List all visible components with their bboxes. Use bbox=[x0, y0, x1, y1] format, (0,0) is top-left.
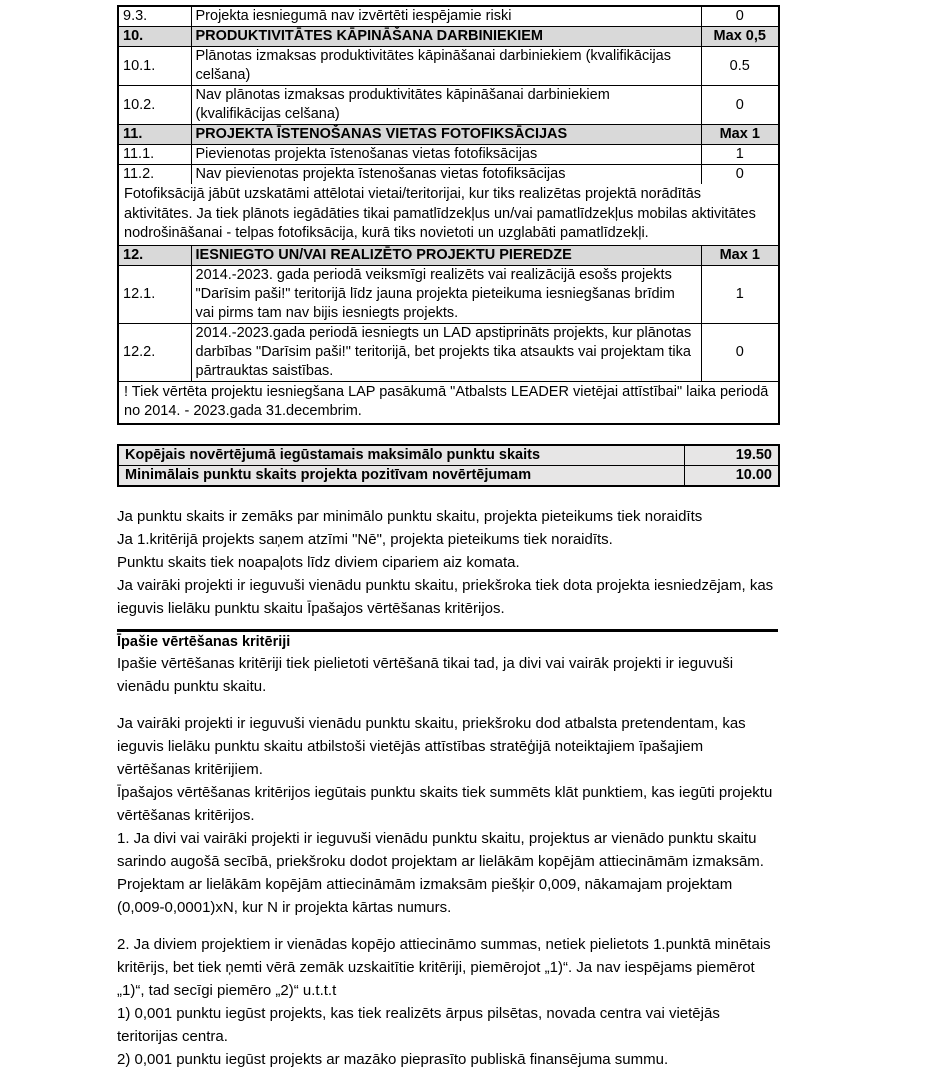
criteria-text-cell: Nav plānotas izmaksas produktivitātes kāpināšanai darbiniekiem (kvalifikācijas celšana) bbox=[191, 86, 701, 125]
table-row bbox=[118, 265, 779, 323]
criteria-points-cell: Max 1 bbox=[701, 245, 779, 265]
table-row bbox=[118, 184, 779, 245]
special-criteria-paragraph: Ipašie vērtēšanas kritēriji tiek pielietoti vērtēšanā tikai tad, ja divi vai vairāk projekti ir ieguvuši vienādu punktu skaitu. bbox=[117, 654, 734, 695]
table-row bbox=[118, 381, 779, 424]
criteria-points-cell: 1 bbox=[701, 265, 779, 323]
summary-label: Minimālais punktu skaits projekta pozitīvam novērtējumam bbox=[118, 465, 684, 486]
criteria-text-cell: Nav pievienotas projekta īstenošanas vietas fotofiksācijas bbox=[191, 165, 701, 185]
summary-label: Kopējais novērtējumā iegūstamais maksimālo punktu skaits bbox=[118, 445, 684, 466]
table-row bbox=[118, 47, 779, 86]
summary-table bbox=[117, 444, 780, 487]
special-criteria-paragraph: Īpašajos vērtēšanas kritērijos iegūtais punktu skaits tiek summēts klāt punktiem, kas iegūti projektu vērtēšanas kritērijos. bbox=[117, 783, 773, 824]
note-line: Ja vairāki projekti ir ieguvuši vienādu punktu skaitu, priekšroka tiek dota projekta iesniedzējam, kas ieguvis lielāku punktu skaitu Īpašajos vērtēšanas kritērijos. bbox=[117, 576, 774, 617]
table-row bbox=[118, 27, 779, 47]
table-row bbox=[118, 165, 779, 185]
criteria-points-cell: 0 bbox=[701, 165, 779, 185]
special-criteria-paragraph: 2. Ja diviem projektiem ir vienādas kopējo attiecināmo summas, netiek pielietots 1.punktā minētais kritērijs, bet tiek ņemti vērā zemāk uzskaitītie kritēriji, piemērojot „1)“. Ja nav iespējams piemērot „1)“, tad secīgi piemēro „2)“ u.t.t.t bbox=[117, 935, 771, 999]
criteria-num-cell: 9.3. bbox=[118, 6, 191, 27]
criteria-text-cell: Pievienotas projekta īstenošanas vietas fotofiksācijas bbox=[191, 145, 701, 165]
criteria-text-cell: PRODUKTIVITĀTES KĀPINĀŠANA DARBINIEKIEM bbox=[191, 27, 701, 47]
criteria-num-cell: 10.2. bbox=[118, 86, 191, 125]
summary-value: 10.00 bbox=[684, 465, 779, 486]
special-criteria-heading: Īpašie vērtēšanas kritēriji bbox=[117, 633, 291, 650]
summary-value: 19.50 bbox=[684, 445, 779, 466]
criteria-num-cell: 12.1. bbox=[118, 265, 191, 323]
criteria-text-cell: PROJEKTA ĪSTENOŠANAS VIETAS FOTOFIKSĀCIJAS bbox=[191, 125, 701, 145]
table-row bbox=[118, 323, 779, 381]
table-row bbox=[118, 145, 779, 165]
summary-row bbox=[118, 445, 779, 466]
special-criteria-paragraph: 2) 0,001 punktu iegūst projekts ar mazāko pieprasīto publiskā finansējuma summu. bbox=[117, 1050, 669, 1068]
note-line: Ja punktu skaits ir zemāks par minimālo punktu skaitu, projekta pieteikums tiek noraidīts bbox=[117, 507, 703, 525]
table-row bbox=[118, 86, 779, 125]
note-line: Punktu skaits tiek noapaļots līdz diviem cipariem aiz komata. bbox=[117, 553, 520, 571]
criteria-text-cell: 2014.-2023.gada periodā iesniegts un LAD apstiprināts projekts, kur plānotas darbības "Darīsim paši!" teritorijā, bet projekts tika atsaukts vai projektam tika pārtrauktas saistības. bbox=[191, 323, 701, 381]
special-criteria-section bbox=[117, 652, 778, 1071]
criteria-num-cell: 10.1. bbox=[118, 47, 191, 86]
note-line: Ja 1.kritērijā projekts saņem atzīmi "Nē", projekta pieteikums tiek noraidīts. bbox=[117, 530, 613, 548]
special-criteria-paragraph: Ja vairāki projekti ir ieguvuši vienādu punktu skaitu, priekšroku dod atbalsta pretendentam, kas ieguvis lielāku punktu skaitu atbilstoši vietējās attīstības stratēģijā noteiktajiem īpašajiem vērtēšanas kritērijiem. bbox=[117, 714, 746, 778]
criteria-text-cell: IESNIEGTO UN/VAI REALIZĒTO PROJEKTU PIEREDZE bbox=[191, 245, 701, 265]
criteria-num-cell: 11.2. bbox=[118, 165, 191, 185]
summary-table-body bbox=[118, 445, 779, 486]
criteria-note-cell: ! Tiek vērtēta projektu iesniegšana LAP pasākumā "Atbalsts LEADER vietējai attīstībai" laika periodā no 2014. - 2023.gada 31.decembrim. bbox=[118, 381, 779, 424]
criteria-points-cell: Max 1 bbox=[701, 125, 779, 145]
table-row bbox=[118, 245, 779, 265]
criteria-points-cell: 0 bbox=[701, 6, 779, 27]
table-row bbox=[118, 6, 779, 27]
criteria-num-cell: 11.1. bbox=[118, 145, 191, 165]
criteria-text-cell: Projekta iesniegumā nav izvērtēti iespējamie riski bbox=[191, 6, 701, 27]
table-row bbox=[118, 125, 779, 145]
criteria-table-body bbox=[118, 6, 779, 424]
criteria-note-cell: Fotofiksācijā jābūt uzskatāmi attēlotai vietai/teritorijai, kur tiks realizētas projektā norādītās aktivitātes. Ja tiek plānots iegādāties tikai pamatlīdzekļus un/vai pamatlīdzekļus mobilas aktivitātes nodrošināšanai - telpas fotofiksācija, kurā tiks novietoti un uzglabāti pamatlīdzekļi. bbox=[118, 184, 779, 245]
special-criteria-paragraph: 1. Ja divi vai vairāki projekti ir ieguvuši vienādu punktu skaitu, projektus ar vienādo punktu skaitu sarindo augošā secībā, priekšroku dodot projektam ar lielākām kopējām attiecināmām izmaksām. Projektam ar lielākām kopējām attiecināmām izmaksām piešķir 0,009, nākamajam projektam (0,009-0,0001)xN, kur N ir projekta kārtas numurs. bbox=[117, 829, 764, 916]
document-body bbox=[117, 0, 778, 1071]
summary-row bbox=[118, 465, 779, 486]
criteria-num-cell: 12. bbox=[118, 245, 191, 265]
criteria-points-cell: 0.5 bbox=[701, 47, 779, 86]
criteria-table bbox=[117, 5, 780, 425]
criteria-num-cell: 10. bbox=[118, 27, 191, 47]
criteria-text-cell: 2014.-2023. gada periodā veiksmīgi realizēts vai realizācijā esošs projekts "Darīsim paši!" teritorijā līdz jauna projekta pieteikuma iesniegšanas brīdim vai pirms tam nav bijis iesniegts projekts. bbox=[191, 265, 701, 323]
criteria-num-cell: 12.2. bbox=[118, 323, 191, 381]
criteria-points-cell: Max 0,5 bbox=[701, 27, 779, 47]
criteria-num-cell: 11. bbox=[118, 125, 191, 145]
criteria-points-cell: 0 bbox=[701, 86, 779, 125]
criteria-points-cell: 1 bbox=[701, 145, 779, 165]
criteria-points-cell: 0 bbox=[701, 323, 779, 381]
criteria-text-cell: Plānotas izmaksas produktivitātes kāpināšanai darbiniekiem (kvalifikācijas celšana) bbox=[191, 47, 701, 86]
scoring-notes bbox=[117, 505, 778, 620]
section-divider bbox=[117, 629, 778, 632]
special-criteria-paragraph: 1) 0,001 punktu iegūst projekts, kas tiek realizēts ārpus pilsētas, novada centra vai vietējās teritorijas centra. bbox=[117, 1004, 720, 1045]
